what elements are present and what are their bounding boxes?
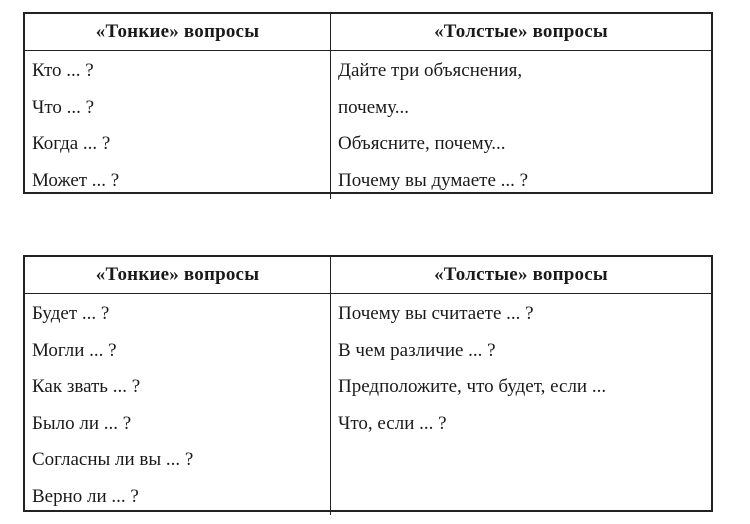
thin-question: Может ... ? (32, 169, 120, 191)
thin-question: Согласны ли вы ... ? (32, 449, 194, 470)
thick-question: Дайте три объяснения, (338, 60, 523, 81)
questions-table-2 (23, 255, 713, 512)
thick-question: В чем различие ... ? (338, 339, 496, 361)
thin-question: Будет ... ? (32, 303, 110, 324)
thin-question: Кто ... ? (32, 60, 94, 81)
thick-questions-column (331, 14, 711, 199)
thin-question: Что ... ? (32, 96, 95, 118)
thin-question: Как звать ... ? (32, 376, 141, 397)
questions-table-1 (23, 12, 713, 194)
thin-question: Могли ... ? (32, 339, 117, 361)
thin-questions-header: «Тонкие» вопросы (25, 257, 330, 294)
thick-question: Что, если ... ? (338, 412, 447, 434)
thick-question: почему... (338, 96, 410, 118)
thick-question: Почему вы считаете ... ? (338, 303, 534, 324)
thick-questions-header: «Толстые» вопросы (331, 14, 711, 51)
thin-questions-column (25, 257, 331, 515)
thick-questions-header: «Толстые» вопросы (331, 257, 711, 294)
thin-question: Верно ли ... ? (32, 485, 139, 507)
thin-question: Было ли ... ? (32, 412, 132, 434)
thin-questions-header: «Тонкие» вопросы (25, 14, 330, 51)
thin-questions-column (25, 14, 331, 199)
thick-questions-column (331, 257, 711, 515)
thin-question: Когда ... ? (32, 133, 111, 154)
thick-question: Предположите, что будет, если ... (338, 376, 607, 397)
thick-question: Объясните, почему... (338, 133, 506, 154)
thick-question: Почему вы думаете ... ? (338, 169, 529, 191)
